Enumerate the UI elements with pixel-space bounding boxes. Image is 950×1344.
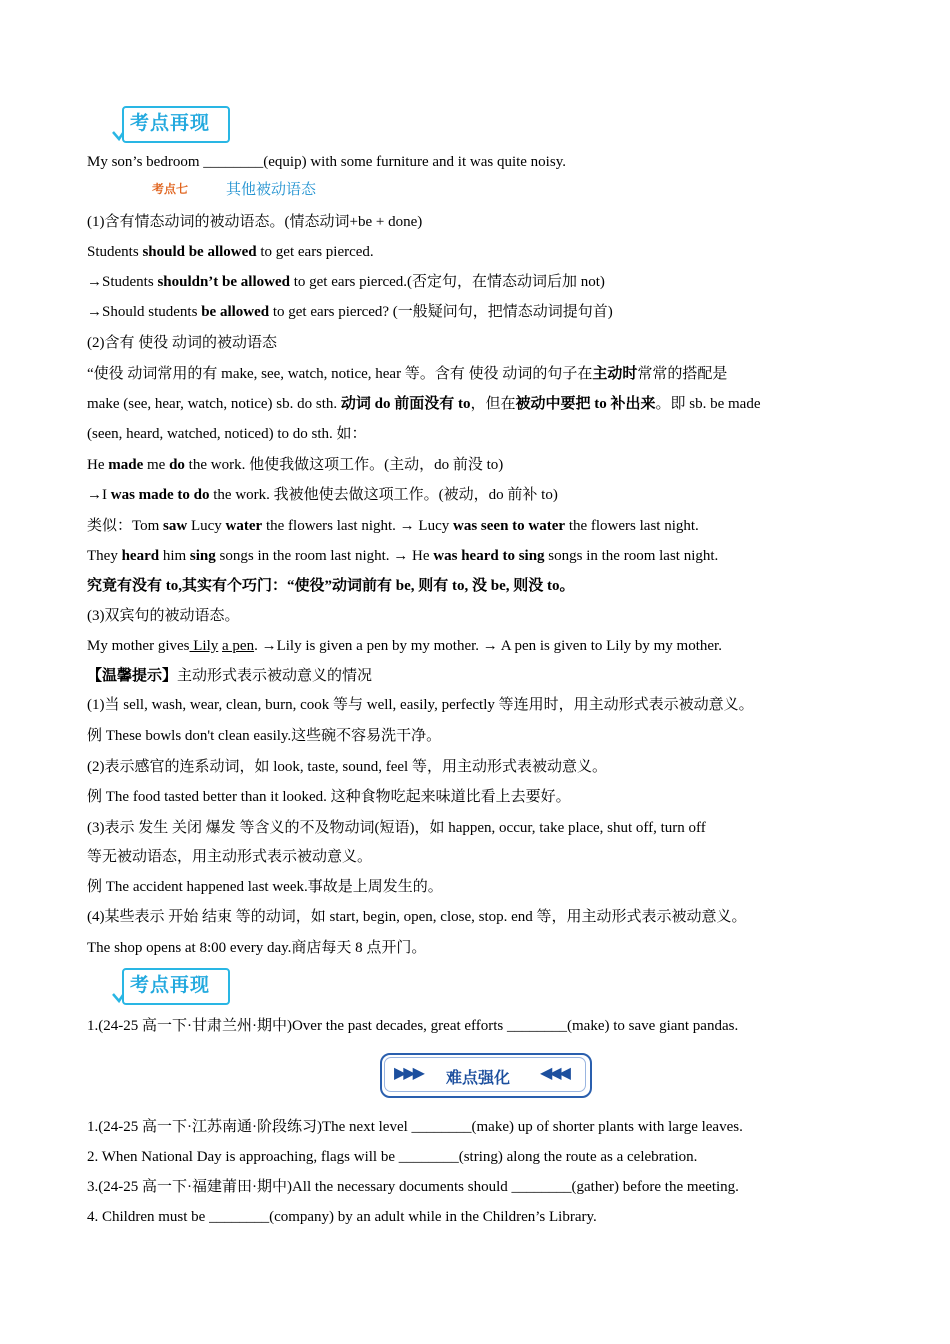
tip-1: (1)当 sell, wash, wear, clean, burn, cook 等与 well, easily, perfectly 等连用时，用主动形式表示被动意义。 <box>87 697 754 713</box>
kaodian-tag: 考点七 <box>152 182 189 196</box>
modal-example-1: Students should be allowed to get ears pierced. <box>87 244 374 260</box>
hard-question-3: 3.(24-25 高一下·福建莆田·期中)All the necessary documents should ________(gather) before the meeting. <box>87 1179 739 1195</box>
causative-example-4: They heard him sing songs in the room last night. → He was heard to sing songs in the room last night. <box>87 548 719 564</box>
tip-4: (4)某些表示 开始 结束 等的动词，如 start, begin, open, close, stop. end 等，用主动形式表示被动意义。 <box>87 909 747 925</box>
tip-4-example: The shop opens at 8:00 every day.商店每天 8 点开门。 <box>87 940 427 956</box>
section-banner-difficult <box>380 1053 592 1098</box>
tip-3-example: 例 The accident happened last week.事故是上周发生的。 <box>87 879 443 895</box>
hard-question-2: 2. When National Day is approaching, flags will be ________(string) along the route as a celebration. <box>87 1149 698 1165</box>
causative-example-2: →I was made to do the work. 我被他使去做这项工作。(被动，do 前补 to) <box>87 487 558 503</box>
badge-label: 考点再现 <box>130 112 211 134</box>
banner-label: 难点强化 <box>446 1068 511 1087</box>
review-question: 1.(24-25 高一下·甘肃兰州·期中)Over the past decades, great efforts ________(make) to save giant pandas. <box>87 1018 739 1034</box>
tip-2-example: 例 The food tasted better than it looked. 这种食物吃起来味道比看上去要好。 <box>87 789 571 805</box>
causative-example-3: 类似：Tom saw Lucy water the flowers last night. → Lucy was seen to water the flowers last night. <box>87 518 699 534</box>
badge-label: 考点再现 <box>130 974 211 996</box>
tip-1-example: 例 These bowls don't clean easily.这些碗不容易洗干净。 <box>87 728 442 744</box>
hard-question-4: 4. Children must be ________(company) by an adult while in the Children’s Library. <box>87 1209 597 1225</box>
causative-heading: (2)含有 使役 动词的被动语态 <box>87 335 277 351</box>
causative-example-1: He made me do the work. 他使我做这项工作。(主动，do 前没 to) <box>87 457 504 473</box>
section-badge-review-2 <box>112 966 230 1006</box>
causative-para-3: (seen, heard, watched, noticed) to do sth. 如： <box>87 426 367 442</box>
causative-tip: 究竟有没有 to,其实有个巧门：“使役”动词前有 be, 则有 to, 没 be, 则没 to。 <box>87 578 575 594</box>
double-object-example: My mother gives Lily a pen. →Lily is given a pen by my mother. → A pen is given to Lily by my mother. <box>87 638 722 654</box>
tips-heading: 【温馨提示】主动形式表示被动意义的情况 <box>87 668 373 684</box>
question-line: My son’s bedroom ________(equip) with some furniture and it was quite noisy. <box>87 154 566 170</box>
arrow-left-icon: ◀◀◀ <box>540 1063 568 1082</box>
modal-example-3: →Should students be allowed to get ears pierced? (一般疑问句，把情态动词提句首) <box>87 304 613 320</box>
kaodian-title: 其他被动语态 <box>226 180 317 198</box>
tip-3-cont: 等无被动语态，用主动形式表示被动意义。 <box>87 849 373 865</box>
causative-para-2: make (see, hear, watch, notice) sb. do sth. 动词 do 前面没有 to，但在被动中要把 to 补出来。即 sb. be made <box>87 396 761 412</box>
section-badge-review <box>112 104 230 144</box>
tip-3: (3)表示 发生 关闭 爆发 等含义的不及物动词(短语)，如 happen, occur, take place, shut off, turn off <box>87 820 706 836</box>
tip-2: (2)表示感官的连系动词，如 look, taste, sound, feel 等，用主动形式表被动意义。 <box>87 759 607 775</box>
modal-example-2: →Students shouldn’t be allowed to get ears pierced.(否定句，在情态动词后加 not) <box>87 274 605 290</box>
causative-para-1: “使役 动词常用的有 make, see, watch, notice, hear 等。含有 使役 动词的句子在主动时常常的搭配是 <box>87 366 728 382</box>
double-object-heading: (3)双宾句的被动语态。 <box>87 608 240 624</box>
modal-heading: (1)含有情态动词的被动语态。(情态动词+be + done) <box>87 214 423 230</box>
hard-question-1: 1.(24-25 高一下·江苏南通·阶段练习)The next level ________(make) up of shorter plants with large leaves. <box>87 1119 743 1135</box>
arrow-right-icon: ▶▶▶ <box>394 1063 422 1082</box>
